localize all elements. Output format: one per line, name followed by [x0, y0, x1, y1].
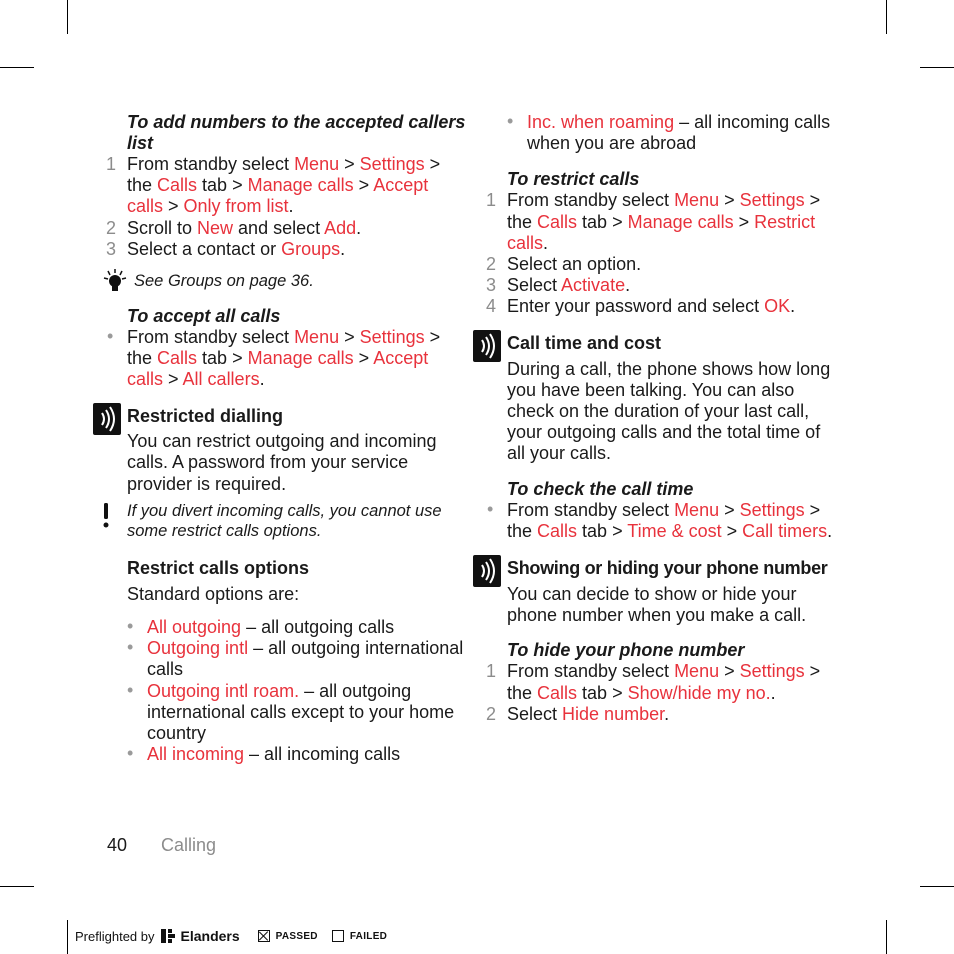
elanders-logo-icon [161, 929, 175, 943]
bullet-dot: • [127, 637, 134, 658]
step-number: 1 [486, 661, 497, 682]
text-run: > the [507, 190, 821, 232]
menu-path-link: Call timers [742, 520, 828, 541]
sound-waves-icon [473, 330, 501, 362]
passed-checkbox [258, 930, 270, 942]
step-item [486, 661, 842, 703]
text-run: > [353, 175, 374, 196]
menu-path-link: All incoming [147, 744, 245, 765]
crop-mark [886, 0, 887, 34]
menu-path-link: Outgoing intl roam. [147, 680, 300, 701]
bullet-dot: • [127, 679, 134, 700]
menu-path-link: New [197, 217, 234, 238]
menu-path-link: Calls [537, 211, 578, 232]
text-run: tab > [577, 211, 628, 232]
step-text [127, 218, 361, 238]
steps-list [106, 154, 467, 260]
text-run: tab > [577, 520, 628, 541]
steps-list [486, 190, 842, 317]
step-number: 1 [486, 190, 497, 211]
text-run: . [827, 520, 833, 541]
text-run: . [790, 296, 796, 317]
list-item-text [147, 744, 400, 764]
menu-path-link: Settings [739, 190, 805, 211]
crop-mark [886, 920, 887, 954]
section-heading-text: Call time and cost [507, 332, 662, 353]
text-run: From standby select [507, 661, 675, 682]
warning-icon [101, 501, 111, 537]
menu-path-link: All outgoing [147, 616, 242, 637]
text-run: – all outgoing international calls except to your home country [147, 680, 455, 743]
list-item-text [147, 638, 463, 679]
text-run: – all incoming calls [244, 744, 401, 765]
text-run: > [719, 499, 740, 520]
text-run: tab > [577, 682, 628, 703]
text-run: – all outgoing international calls [147, 638, 464, 680]
crop-mark [920, 886, 954, 887]
menu-path-link: Accept calls [127, 347, 429, 389]
list-item-text [147, 681, 454, 743]
text-run: > [719, 661, 740, 682]
menu-path-link: Outgoing intl [147, 638, 249, 659]
tip-text: See Groups on page 36. [134, 272, 314, 291]
step-item [486, 296, 842, 317]
step-number: 3 [486, 275, 497, 296]
failed-checkbox [332, 930, 344, 942]
crop-mark [0, 67, 34, 68]
menu-path-link: All callers [182, 368, 260, 389]
text-run: . [340, 238, 346, 259]
text-run: > the [127, 326, 441, 368]
text-run: . [770, 682, 776, 703]
menu-path-link: Groups [281, 238, 341, 259]
step-item [106, 238, 467, 260]
step-item [106, 154, 467, 218]
text-run: > the [127, 154, 441, 196]
text-run: > [163, 368, 183, 389]
bullet-dot: • [487, 498, 494, 519]
menu-path-link: Settings [739, 661, 805, 682]
menu-path-link: Menu [294, 326, 340, 347]
right-column [486, 108, 842, 725]
text-run: – all outgoing calls [241, 616, 395, 637]
text-run: > the [507, 661, 821, 703]
list-item-text [147, 617, 394, 637]
subsection-body: Standard options are: [127, 583, 300, 604]
menu-path-link: Settings [739, 499, 805, 520]
menu-path-link: Settings [359, 154, 425, 174]
step-item [106, 217, 467, 239]
text-run: and select [233, 217, 325, 238]
list-item [127, 637, 467, 680]
menu-path-link: Accept calls [127, 175, 429, 217]
step-text [127, 239, 345, 259]
procedure-title: To hide your phone number [507, 640, 745, 661]
text-run: . [259, 368, 265, 389]
page-number: 40 [107, 835, 128, 855]
menu-path-link: Calls [537, 520, 578, 541]
procedure-title: To accept all calls [127, 305, 281, 326]
text-run: > [733, 211, 755, 232]
menu-path-link: Menu [674, 190, 720, 211]
text-run: > [163, 196, 184, 217]
text-run: > [339, 154, 360, 174]
sound-waves-icon [93, 403, 121, 435]
text-run: tab > [197, 347, 248, 368]
step-item [486, 703, 842, 725]
left-column [106, 108, 467, 765]
menu-path-link: Manage calls [627, 211, 734, 232]
text-run: Select [507, 275, 562, 296]
text-run: . [356, 217, 362, 238]
step-item [486, 275, 842, 296]
menu-path-link: Calls [157, 175, 198, 196]
section-heading [127, 406, 467, 427]
step-number: 2 [106, 217, 117, 238]
step-text [507, 275, 630, 295]
crop-mark [0, 886, 34, 887]
text-run: > the [507, 499, 821, 541]
warning-note [127, 501, 467, 542]
step-text [507, 704, 669, 724]
step-number: 1 [106, 154, 117, 174]
menu-path-link: Menu [674, 661, 720, 682]
section-heading [507, 558, 842, 579]
text-run: . [543, 232, 549, 253]
options-list [127, 615, 467, 765]
step-item [486, 190, 842, 254]
text-run: > [339, 326, 360, 347]
text-run: – all incoming calls when you are abroad [527, 112, 831, 154]
text-run: Select [507, 703, 563, 724]
menu-path-link: Show/hide my no. [627, 682, 771, 703]
text-run: From standby select [127, 154, 295, 174]
preflight-stamp [75, 928, 387, 944]
list-item [487, 498, 842, 542]
menu-path-link: Restrict calls [507, 211, 816, 253]
step-number: 4 [486, 296, 497, 317]
procedure-title: To add numbers to the accepted callers list [127, 112, 466, 153]
text-run: Select a contact or [127, 238, 282, 259]
step-number: 3 [106, 238, 117, 259]
menu-path-link: OK [764, 296, 791, 317]
section-heading-text: Restricted dialling [127, 406, 284, 427]
menu-path-link: Calls [157, 347, 198, 368]
brand-name: Elanders [180, 928, 240, 944]
menu-path-link: Settings [359, 326, 425, 347]
text-run: . [288, 196, 294, 217]
list-item [107, 325, 467, 391]
text-run: > [719, 190, 740, 211]
menu-path-link: Activate [561, 275, 626, 296]
crop-mark [67, 920, 68, 954]
menu-path-link: Manage calls [247, 347, 354, 368]
step-text [507, 296, 795, 316]
menu-path-link: Hide number [562, 703, 665, 724]
list-item-text [527, 112, 830, 153]
text-run: > [353, 347, 374, 368]
menu-path-link: Add [324, 217, 357, 238]
bullet-dot: • [107, 325, 114, 346]
bullet-dot: • [127, 743, 134, 764]
warning-text: If you divert incoming calls, you cannot use some restrict calls options. [127, 501, 442, 541]
menu-path-link: Inc. when roaming [527, 112, 675, 132]
step-number: 2 [486, 703, 497, 724]
list-item [127, 615, 467, 638]
text-run: . [664, 703, 670, 724]
steps-list [486, 661, 842, 725]
sound-waves-icon [473, 555, 501, 587]
bullet-dot: • [507, 111, 514, 131]
text-run: . [625, 275, 631, 296]
list-item [507, 111, 842, 154]
passed-label: PASSED [275, 930, 318, 942]
procedure-title: To restrict calls [507, 169, 640, 190]
section-body: You can decide to show or hide your phone number when you make a call. [507, 584, 807, 626]
menu-path-link: Calls [537, 682, 578, 703]
text-run: From standby select [127, 326, 295, 347]
preflight-label: Preflighted by [75, 928, 155, 944]
menu-path-link: Manage calls [247, 175, 354, 196]
text-run: > [721, 520, 743, 541]
subsection-heading: Restrict calls options [127, 557, 310, 578]
list-item-text [507, 500, 832, 541]
text-run: From standby select [507, 190, 675, 211]
crop-mark [920, 67, 954, 68]
list-item [127, 679, 467, 745]
section-heading [507, 333, 842, 354]
text-run: Enter your password and select [507, 296, 765, 317]
menu-path-link: Only from list [183, 196, 289, 217]
section-body: You can restrict outgoing and incoming calls. A password from your service provider is required. [127, 431, 437, 494]
step-item [486, 254, 842, 275]
section-name: Calling [161, 835, 217, 855]
tip-note [134, 271, 467, 292]
failed-label: FAILED [349, 930, 388, 942]
menu-path-link: Time & cost [627, 520, 722, 541]
menu-path-link: Menu [674, 499, 720, 520]
lightbulb-icon [100, 267, 130, 301]
menu-path-link: Menu [294, 154, 340, 174]
step-text [127, 154, 440, 216]
list-item [127, 743, 467, 765]
section-body: During a call, the phone shows how long you have been talking. You can also check on the duration of your last call, your outgoing calls and the total time of all your calls. [507, 358, 831, 464]
text-run: From standby select [507, 499, 675, 520]
section-heading-text: Showing or hiding your phone number [507, 558, 828, 579]
procedure-title: To check the call time [507, 478, 694, 499]
step-text [507, 190, 820, 252]
bullet-dot: • [127, 615, 134, 636]
step-text [507, 661, 820, 702]
text-run: Scroll to [127, 217, 198, 238]
step-text [507, 254, 641, 274]
step-number: 2 [486, 254, 497, 275]
crop-mark [67, 0, 68, 34]
list-item-text [127, 327, 440, 389]
text-run: Select an option. [507, 254, 642, 275]
text-run: tab > [197, 175, 248, 196]
